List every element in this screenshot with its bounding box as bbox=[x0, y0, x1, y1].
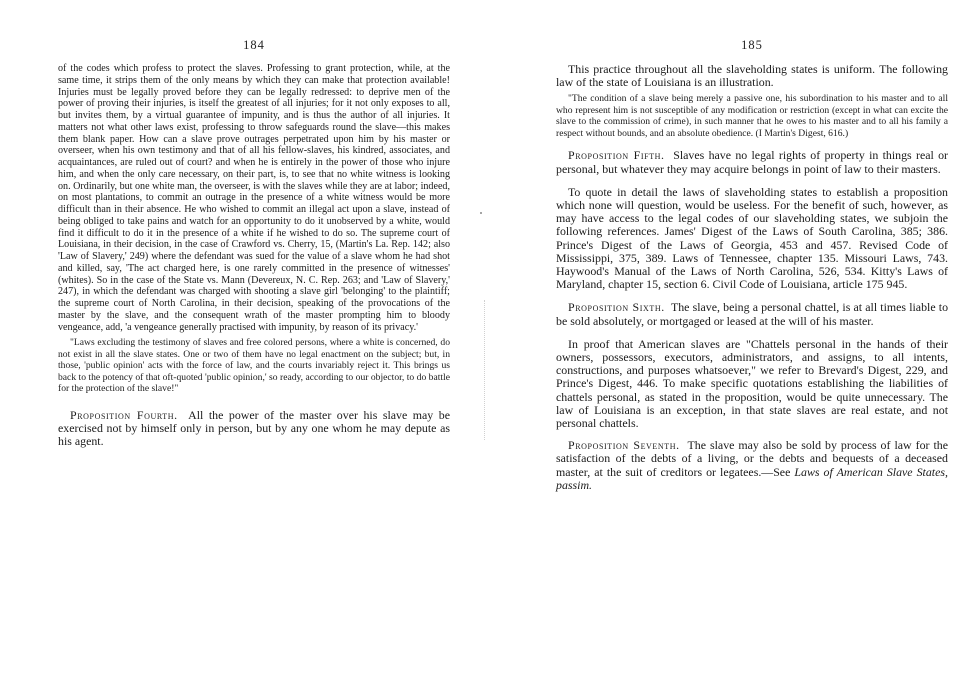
proposition-fourth bbox=[58, 409, 450, 449]
proposition-fifth bbox=[556, 149, 948, 175]
intro-paragraph: This practice throughout all the slaveholding states is uniform. The following law of the state of Louisiana is an illustration. bbox=[556, 62, 948, 90]
left-page bbox=[58, 0, 450, 682]
proposition-text: Slaves have no legal rights of property in things real or personal, but whatever they may acquire belongs in point of law to their masters. bbox=[556, 148, 948, 176]
body-paragraph: of the codes which profess to protect the slaves. Professing to grant protection, while, at the same time, it strips them of the only means by which they can make that protection available! Injuries must be legally proved before they can be legally redressed: to deprive men of the power of proving their injuries, is itself the greatest of all injuries; for it not only exposes to all, but invites them, by a virtual guarantee of impunity, and is thus the author of all injuries. It matters not what other laws exist, professing to throw safeguards round the slave—this makes them blank paper. How can a slave prove outrages perpetrated upon him by his master or overseer, when his own testimony and that of all his fellow-slaves, his kindred, associates, and acquaintances, are ruled out of court? and when he is entirely in the power of those who injure him, and when the only care necessary, on their part, is, to see that no white witness is looking on. Ordinarily, but one white man, the overseer, is with the slaves while they are at labor; indeed, on most plantations, to commit an outrage in the presence of a white witness would be more difficult than in their absence. He who wished to commit an illegal act upon a slave, instead of being obliged to take pains and watch for an opportunity to do it unobserved by a white, would find it difficult to do it in the presence of a white if he wished to do so. The supreme court of Louisiana, in their decision, in the case of Crawford vs. Cherry, 15, (Martin's La. Rep. 142; also 'Law of Slavery,' 249) where the defendant was sued for the value of a slave whom he had shot and killed, say, 'The act charged here, is one rarely committed in the presence of witnesses' (whites). So in the case of the State vs. Mann (Devereux, N. C. Rep. 263; and 'Law of Slavery,' 247), in which the defendant was charged with shooting a slave girl 'belonging' to the plaintiff; the supreme court of North Carolina, in their decision, speaking of the provocations of the master by the slave, and the consequent wrath of the master prompting him to bloody vengeance, add, 'a vengeance generally practised with impunity, by reason of its privacy.' bbox=[58, 63, 450, 333]
proposition-text: The slave, being a personal chattel, is at all times liable to be sold absolutely, or mortgaged or leased at the will of his master. bbox=[556, 300, 949, 328]
citation: Laws of American Slave States, passim. bbox=[556, 464, 948, 492]
laws-paragraph: To quote in detail the laws of slaveholding states to establish a proposition which none will question, would be useless. For the benefit of such, however, as may have access to the legal codes of our slaveholding states, we subjoin the following references. James' Digest of the Laws of South Carolina, 385; 386. Prince's Digest of the Laws of Georgia, 453 and 457. Revised Code of Mississippi, 375, 389. Laws of Tennessee, chapter 135. Missouri Laws, 743. Haywood's Manual of the Laws of North Carolina, 526, 534. Kitty's Laws of Maryland, chapter 15, section 6. Civil Code of Louisiana, article 175 945. bbox=[556, 184, 948, 292]
proposition-heading: Proposition Fifth. bbox=[568, 148, 665, 163]
right-page bbox=[556, 0, 948, 682]
proposition-text: The slave may also be sold by process of law for the satisfaction of the debts of a living, or the debts and bequests of a deceased master, at the suit of creditors or legatees.—See bbox=[556, 438, 948, 479]
page-speck bbox=[480, 212, 482, 214]
proposition-heading: Proposition Seventh. bbox=[568, 438, 680, 453]
page-number: 185 bbox=[741, 38, 763, 52]
page-number: 184 bbox=[243, 38, 265, 52]
quoted-paragraph: "Laws excluding the testimony of slaves and free colored persons, where a white is concerned, do not exist in all the slave states. One or two of them have no legal enactment on the subject; but, in those, 'public opinion' acts with the force of law, and the courts invariably reject it. This brings us back to the potency of that oft-quoted 'public opinion,' so ready, according to our objector, to do battle for the protection of the slave!" bbox=[58, 337, 450, 395]
right-page-body bbox=[556, 63, 948, 492]
proposition-seventh bbox=[556, 439, 948, 492]
proposition-heading: Proposition Fourth. bbox=[70, 407, 178, 422]
louisiana-quote: "The condition of a slave being merely a passive one, his subordination to his master and to all who represent him is not susceptible of any modification or restriction (except in what can excite the slave to the commission of crime), in such manner that he owes to his master and to all his family a respect without bounds, and an absolute obedience. (I Martin's Digest, 616.) bbox=[556, 93, 948, 139]
left-page-body bbox=[58, 63, 450, 448]
chattels-paragraph: In proof that American slaves are "Chattels personal in the hands of their owners, possessors, executors, administrators, and assigns, to all intents, constructions, and purposes whatsoever," we refer to Brevard's Digest, 229, and Prince's Digest, 446. To make specific quotations establishing the liabilities of chattels personal, as stated in the proposition, would be quite unnecessary. The law of Louisiana is an exception, in that state slaves are real estate, and not personal chattels. bbox=[556, 336, 948, 431]
proposition-heading: Proposition Sixth. bbox=[568, 300, 665, 315]
proposition-text: All the power of the master over his slave may be exercised not by himself only in person, but by any one whom he may depute as his agent. bbox=[58, 407, 450, 449]
proposition-sixth bbox=[556, 301, 948, 327]
book-gutter bbox=[484, 300, 487, 440]
